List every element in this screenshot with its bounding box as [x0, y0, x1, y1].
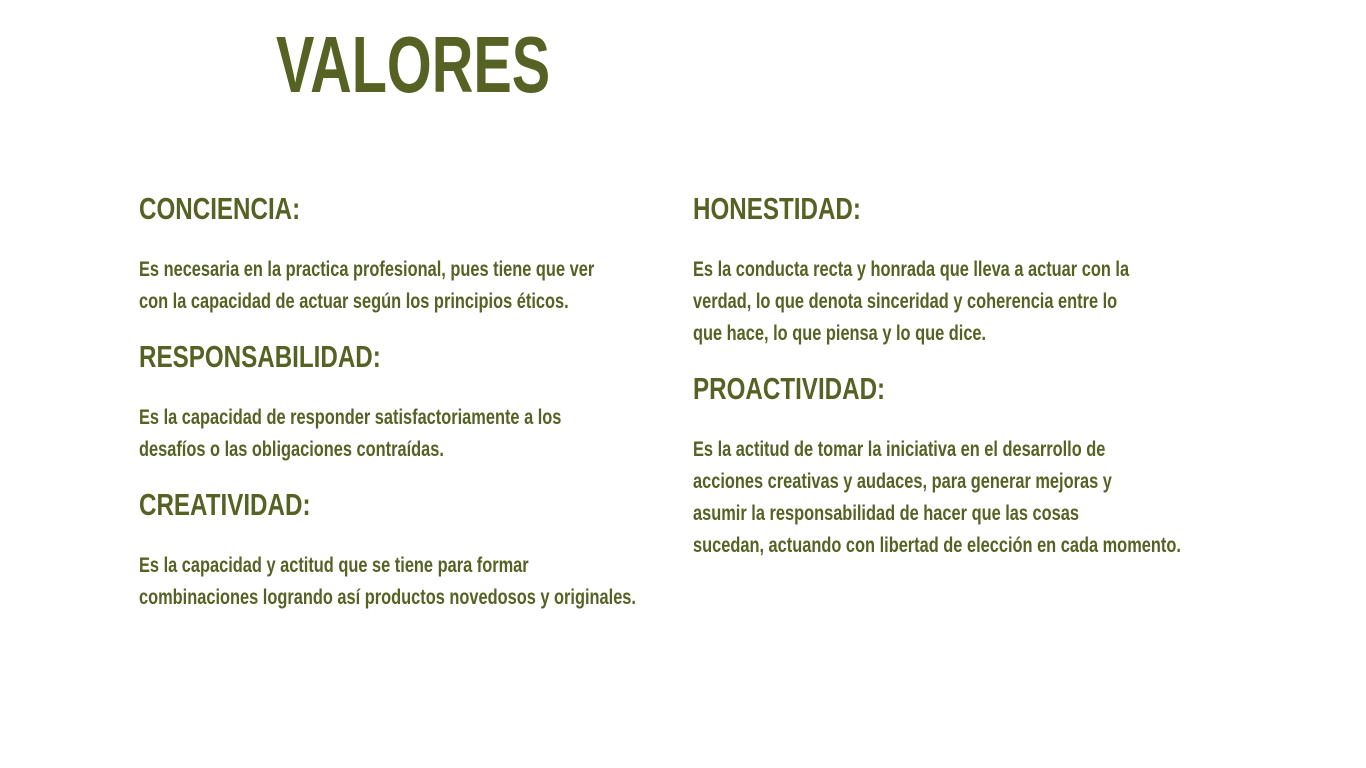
value-description	[693, 434, 1181, 562]
values-column-left	[139, 190, 659, 634]
value-creatividad	[139, 486, 659, 614]
description-line: desafíos o las obligaciones contraídas.	[139, 438, 444, 461]
description-line: combinaciones logrando así productos novedosos y originales.	[139, 586, 636, 609]
value-description	[139, 254, 595, 318]
description-line: asumir la responsabilidad de hacer que las cosas	[693, 502, 1080, 525]
description-line: Es la capacidad y actitud que se tiene para formar	[139, 554, 529, 577]
value-heading: HONESTIDAD:	[693, 191, 861, 226]
description-line: acciones creativas y audaces, para generar mejoras y	[693, 470, 1112, 493]
value-responsabilidad	[139, 338, 659, 466]
value-heading: RESPONSABILIDAD:	[139, 339, 381, 374]
description-line: Es la capacidad de responder satisfactoriamente a los	[139, 406, 562, 429]
value-description	[139, 550, 636, 614]
value-description	[139, 402, 562, 466]
description-line: sucedan, actuando con libertad de elección en cada momento.	[693, 534, 1181, 557]
description-line: Es la conducta recta y honrada que lleva a actuar con la	[693, 258, 1130, 281]
value-description	[693, 254, 1130, 350]
description-line: con la capacidad de actuar según los principios éticos.	[139, 290, 569, 313]
description-line: Es la actitud de tomar la iniciativa en el desarrollo de	[693, 438, 1106, 461]
description-line: verdad, lo que denota sinceridad y coherencia entre lo	[693, 290, 1118, 313]
value-proactividad	[693, 370, 1253, 562]
value-heading: CREATIVIDAD:	[139, 487, 311, 522]
value-heading: PROACTIVIDAD:	[693, 371, 886, 406]
values-column-right	[693, 190, 1253, 582]
value-conciencia	[139, 190, 659, 318]
value-heading: CONCIENCIA:	[139, 191, 301, 226]
value-honestidad	[693, 190, 1253, 350]
description-line: Es necesaria en la practica profesional, pues tiene que ver	[139, 258, 595, 281]
page-title: VALORES	[276, 20, 551, 109]
description-line: que hace, lo que piensa y lo que dice.	[693, 322, 987, 345]
